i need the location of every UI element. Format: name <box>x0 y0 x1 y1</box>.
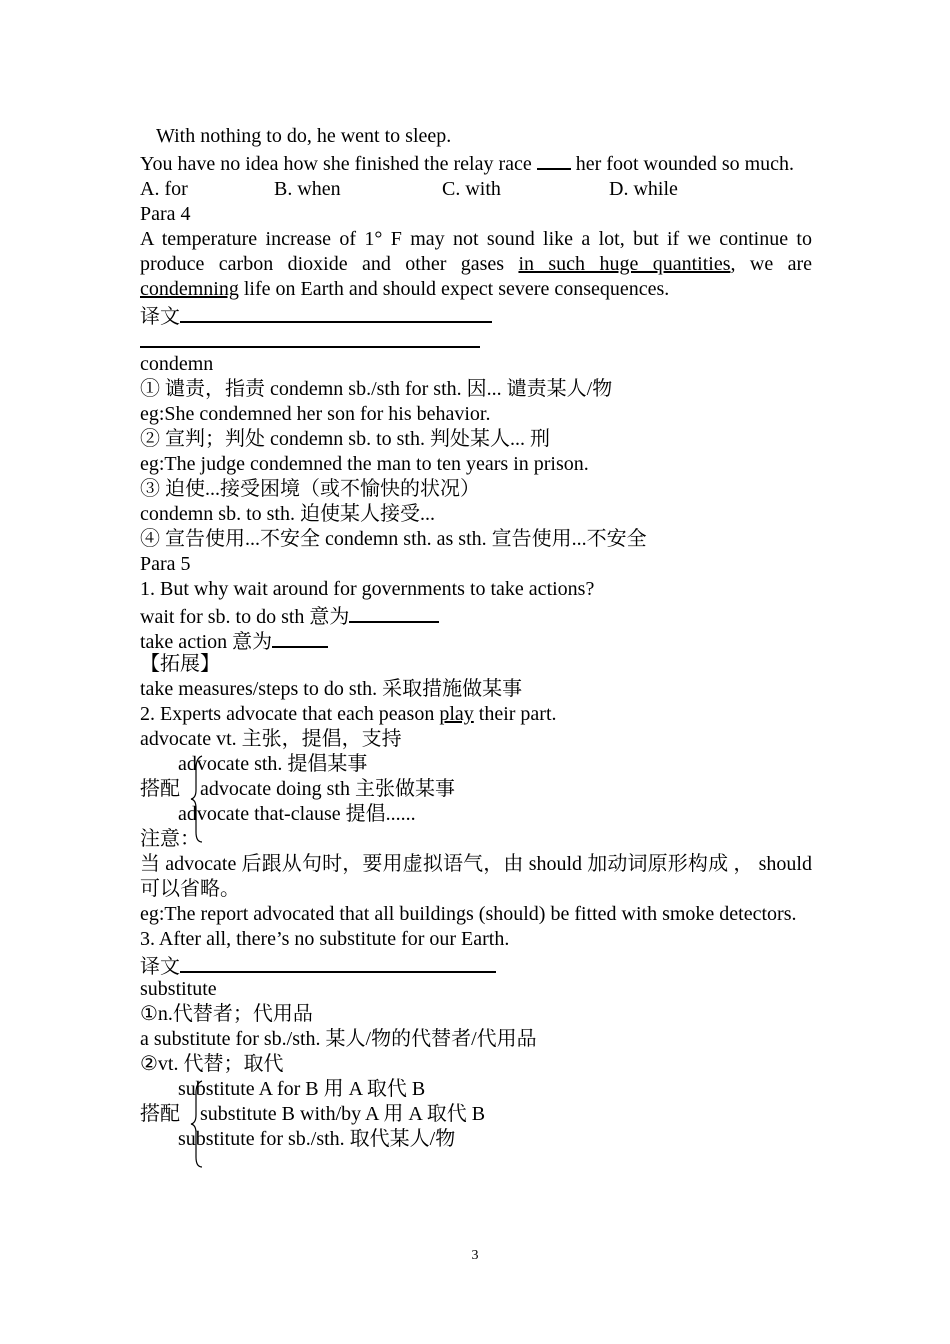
translation-blank-3 <box>180 952 496 973</box>
collocation-item: substitute B with/by A 用 A 取代 B <box>200 1103 486 1125</box>
p4-underlined-phrase: in such huge quantities <box>518 253 731 275</box>
vocab-advocate: advocate vt. 主张，提倡，支持 <box>140 728 402 750</box>
usage-3: condemn sb. to sth. 迫使某人接受... <box>140 503 435 525</box>
definition-3: ③ 迫使...接受困境（或不愉快的状况） <box>140 478 480 500</box>
p4-underlined-word: condemning <box>140 278 239 300</box>
example-1: eg:She condemned her son for his behavior. <box>140 403 491 425</box>
para-heading: Para 4 <box>140 203 191 225</box>
meaning-blank <box>349 602 439 623</box>
meaning-blank-2 <box>272 627 328 648</box>
definition-4: ④ 宣告使用...不安全 condemn sth. as sth. 宣告使用...不安全 <box>140 528 647 550</box>
option-d: D. while <box>609 178 678 200</box>
page-number: 3 <box>471 1248 479 1263</box>
translation-line-3 <box>140 952 812 977</box>
definition-vt: ②vt. 代替；取代 <box>140 1053 284 1075</box>
p4-text-b: , we are <box>730 253 812 275</box>
collocation-item: advocate sth. 提倡某事 <box>178 753 368 775</box>
translation-label: 译文 <box>140 956 180 978</box>
answer-blank <box>537 149 571 170</box>
collocation-label: 搭配 <box>140 1103 180 1125</box>
para-heading-5: Para 5 <box>140 553 191 575</box>
translation-line-2 <box>140 327 812 352</box>
collocation-group-substitute <box>140 1077 812 1152</box>
vocab-substitute: substitute <box>140 978 217 1000</box>
definition-2: ② 宣判；判处 condemn sb. to sth. 判处某人... 刑 <box>140 428 550 450</box>
s2-text-b: their part. <box>473 703 557 725</box>
question-text: You have no idea how she finished the relay race <box>140 153 532 175</box>
note-text: 当 advocate 后跟从句时，要用虚拟语气，由 should 加动词原形构成 ， should 可以省略。 <box>140 853 812 900</box>
translation-blank <box>180 302 492 323</box>
collocation-item: substitute for sb./sth. 取代某人/物 <box>178 1128 456 1150</box>
exercise-question <box>140 149 812 177</box>
p4-text-c: life on Earth and should expect severe consequences. <box>238 278 670 300</box>
collocation-label: 搭配 <box>140 778 180 800</box>
option-b: B. when <box>274 178 341 200</box>
option-a: A. for <box>140 178 188 200</box>
phrase-wait-label: wait for sb. to do sth 意为 <box>140 606 350 628</box>
translation-blank-2 <box>140 327 480 348</box>
answer-options <box>140 177 812 202</box>
collocation-item: advocate that-clause 提倡...... <box>178 803 416 825</box>
collocation-item: advocate doing sth 主张做某事 <box>200 778 455 800</box>
sentence-2 <box>140 702 812 727</box>
translation-label: 译文 <box>140 306 180 328</box>
phrase-take-measures: take measures/steps to do sth. 采取措施做某事 <box>140 678 523 700</box>
note-label: 注意： <box>140 828 200 850</box>
definition-1: ① 谴责，指责 condemn sb./sth for sth. 因... 谴责某人/物 <box>140 378 613 400</box>
collocation-group-advocate <box>140 752 812 827</box>
sentence-3: 3. After all, there’s no substitute for our Earth. <box>140 928 510 950</box>
phrase-take-label: take action 意为 <box>140 631 273 653</box>
s2-text-a: 2. Experts advocate that each peason <box>140 703 440 725</box>
example-2: eg:The judge condemned the man to ten years in prison. <box>140 453 589 475</box>
document-body <box>140 124 812 1152</box>
vocab-headword: condemn <box>140 353 214 375</box>
question-text-end: her foot wounded so much. <box>575 153 795 175</box>
phrase-take-action <box>140 627 812 652</box>
sentence-example: With nothing to do, he went to sleep. <box>156 125 452 147</box>
p4-text-a: A temperature increase of 1° F may not sound like a lot, but if we continue to produce carbon dioxide and other gases <box>140 228 812 275</box>
extension-heading: 【拓展】 <box>140 653 220 675</box>
example-advocate: eg:The report advocated that all buildings (should) be fitted with smoke detectors. <box>140 903 797 925</box>
phrase-wait-for <box>140 602 812 627</box>
option-c: C. with <box>442 178 501 200</box>
collocation-item: substitute A for B 用 A 取代 B <box>178 1078 426 1100</box>
translation-line <box>140 302 812 327</box>
sentence-1: 1. But why wait around for governments to take actions? <box>140 578 595 600</box>
definition-n: ①n.代替者；代用品 <box>140 1003 313 1025</box>
usage-n: a substitute for sb./sth. 某人/物的代替者/代用品 <box>140 1028 537 1050</box>
paragraph-4-text <box>140 227 812 302</box>
s2-underlined-word: play <box>439 703 474 725</box>
